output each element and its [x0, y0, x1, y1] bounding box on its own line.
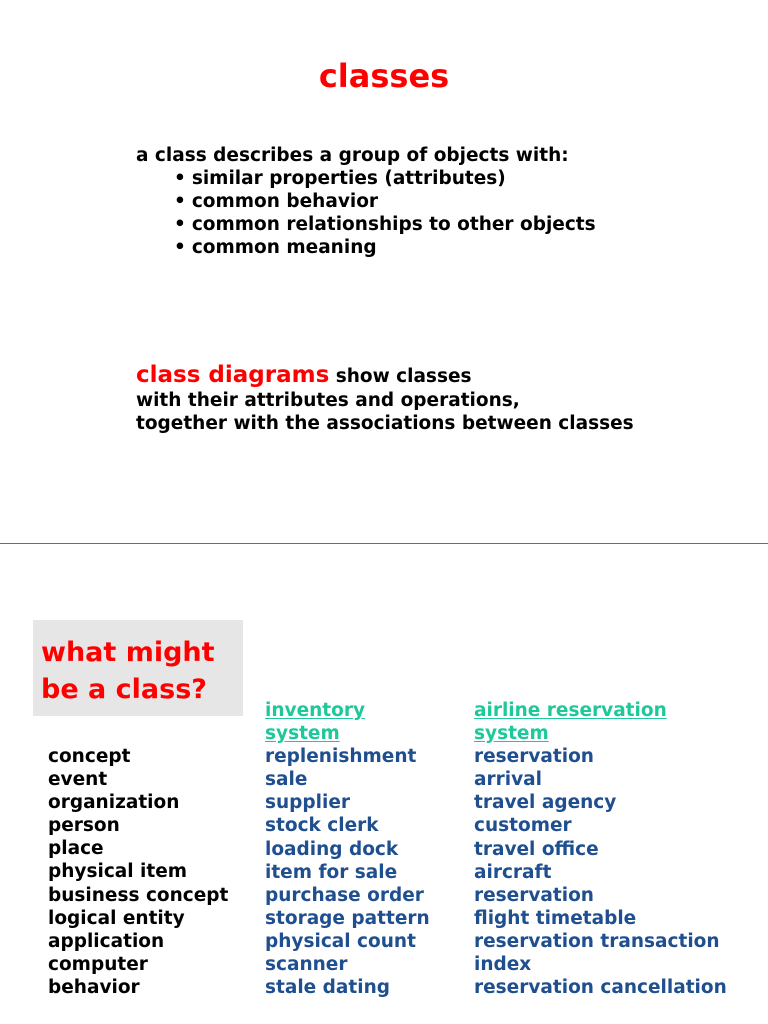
- inventory-item: purchase order: [265, 884, 424, 906]
- intro-lead: a class describes a group of objects with:: [136, 145, 569, 166]
- airline-item: reservation: [474, 746, 594, 768]
- airline-item: arrival: [474, 769, 542, 791]
- airline-item: index: [474, 954, 532, 976]
- inventory-item: loading dock: [265, 838, 399, 860]
- concept-item: person: [48, 815, 120, 837]
- airline-item: travel office: [474, 838, 599, 860]
- concept-list: [48, 745, 228, 999]
- airline-item: reservation cancellation: [474, 977, 727, 999]
- property-item: • common behavior: [174, 191, 379, 212]
- property-item: • common relationships to other objects: [174, 214, 596, 235]
- airline-item: flight timetable: [474, 907, 637, 929]
- inventory-system-list: [265, 699, 430, 999]
- class-diagrams-paragraph: [136, 364, 634, 436]
- question-box: [33, 620, 243, 716]
- inventory-item: stale dating: [265, 977, 390, 999]
- bullet-icon: •: [174, 168, 186, 189]
- question-line: what might: [41, 637, 215, 668]
- concept-item: event: [48, 769, 108, 791]
- page-title: classes: [318, 57, 450, 95]
- class-diagrams-term: class diagrams: [136, 362, 330, 388]
- airline-system-heading[interactable]: airline reservation: [474, 700, 667, 721]
- property-item: • similar properties (attributes): [174, 168, 506, 189]
- concept-item: computer: [48, 953, 148, 975]
- concept-item: concept: [48, 746, 131, 767]
- property-list: [136, 167, 596, 259]
- inventory-system-heading[interactable]: inventory: [265, 700, 366, 721]
- inventory-system-heading[interactable]: system: [265, 723, 340, 745]
- inventory-item: supplier: [265, 792, 351, 814]
- concept-item: business concept: [48, 884, 229, 906]
- inventory-item: physical count: [265, 930, 416, 952]
- airline-item: aircraft: [474, 861, 552, 883]
- inventory-item: sale: [265, 769, 308, 791]
- bullet-icon: •: [174, 237, 186, 258]
- class-description: [136, 144, 596, 259]
- airline-reservation-list: [474, 699, 727, 999]
- airline-item: travel agency: [474, 792, 617, 814]
- airline-item: reservation: [474, 884, 594, 906]
- inventory-item: replenishment: [265, 746, 417, 768]
- concept-item: physical item: [48, 861, 188, 883]
- concept-item: organization: [48, 792, 180, 814]
- inventory-item: stock clerk: [265, 815, 379, 837]
- inventory-item: storage pattern: [265, 907, 430, 929]
- concept-item: place: [48, 838, 104, 860]
- diagrams-text: with their attributes and operations,: [136, 389, 520, 411]
- airline-item: customer: [474, 815, 572, 837]
- slide-divider: [0, 543, 768, 544]
- bullet-icon: •: [174, 191, 186, 212]
- concept-item: behavior: [48, 976, 140, 998]
- property-item: • common meaning: [174, 237, 377, 258]
- diagrams-text: together with the associations between classes: [136, 413, 634, 434]
- question-line: be a class?: [41, 674, 207, 705]
- airline-item: reservation transaction: [474, 930, 720, 952]
- inventory-item: item for sale: [265, 861, 398, 883]
- bullet-icon: •: [174, 214, 186, 235]
- diagrams-text: show classes: [329, 366, 472, 387]
- concept-item: logical entity: [48, 907, 185, 929]
- airline-system-heading[interactable]: system: [474, 723, 549, 745]
- inventory-item: scanner: [265, 954, 348, 976]
- concept-item: application: [48, 930, 165, 952]
